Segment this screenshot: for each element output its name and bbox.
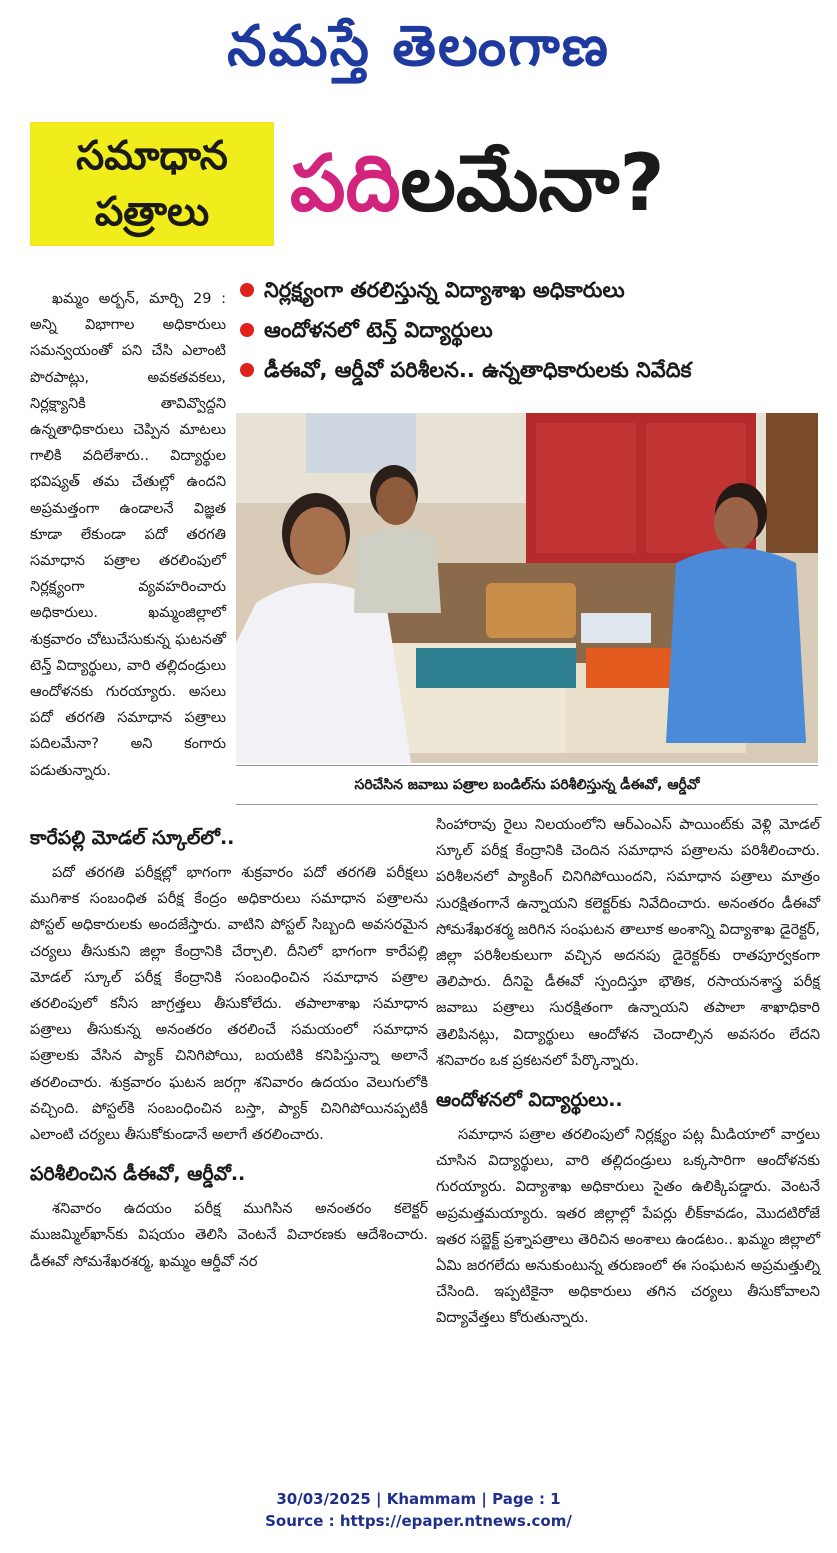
footer-dateline: 30/03/2025 | Khammam | Page : 1	[276, 1490, 561, 1508]
section-body-karepalli: పదో తరగతి పరీక్షల్లో భాగంగా శుక్రవారం పదో తరగతి పరీక్షలు ముగిశాక సంబంధిత పరీక్ష కేంద్రం అధికారులు సమాధాన పత్రాలను పోస్టల్ అధికారులకు అందజేస్తారు. వాటిని పోస్టల్ సిబ్బంది అవసరమైన చర్యలు తీసుకుని జిల్లా కేంద్రానికి చేర్చాలి. దీనిలో భాగంగా కారేపల్లి మోడల్ స్కూల్ పరీక్ష కేంద్రానికి సంబంధించిన సమాధాన పత్రాల తరలింపులో కనీస జాగ్రత్తలు తీసుకోలేదు. తపాలాశాఖ సమాధాన పత్రాలు తీసుకున్న అనంతరం తరలించే సమయంలో సమాధాన పత్రాలకు వేసిన ప్యాక్ చినిగిపోయి, బయటికి కనిపిస్తున్నా అలానే తరలించారు. శుక్రవారం ఘటన జరగ్గా శనివారం ఉదయం వెలుగులోకి వచ్చింది. పోస్టల్‌కి సంబంధించిన బస్తా, ప్యాక్ చినిగిపోయినప్పటికీ ఎలాంటి చర్యలు తీసుకోకుండానే అలాగే తరలించారు.	[30, 865, 428, 1144]
footer-source: Source : https://epaper.ntnews.com/	[265, 1512, 572, 1530]
bullet-dot-icon	[240, 363, 254, 377]
bullet-item	[238, 270, 828, 310]
section-body-inspection-continued: సింహారావు రైలు నిలయంలోని ఆర్ఎంఎస్ పాయింట్‌కు వెళ్లి మోడల్ స్కూల్ పరీక్ష కేంద్రానికి చెందిన సమాధాన పత్రాలను పరిశీలించారు. పరిశీలనలో ప్యాకింగ్ చినిగిపోయిందని, సమాధాన పత్రాలు మాత్రం సురక్షితంగానే ఉన్నాయని కలెక్టర్‌కు నివేదించారు. అనంతరం డీఈవో సోమశేఖరశర్మ జరిగిన సంఘటన తాలూక అంశాన్ని విద్యాశాఖ డైరెక్టర్, జిల్లా పరిశీలకులుగా వచ్చిన అదనపు డైరెక్టర్‌కు రాతపూర్వకంగా తెలిపారు. దీనిపై డీఈవో స్పందిస్తూ భౌతిక, రసాయనశాస్త్ర పరీక్ష జవాబు పత్రాలు సురక్షితంగా ఉన్నాయని తపాలా శాఖాధికారి తెలిపినట్లు, విద్యార్థులు ఆందోళన చెందాల్సిన అవసరం లేదని శనివారం ఒక ప్రకటనలో పేర్కొన్నారు.	[436, 817, 820, 1069]
section-heading-karepalli: కారేపల్లి మోడల్ స్కూల్‌లో..	[30, 827, 235, 849]
bullet-dot-icon	[240, 283, 254, 297]
bullet-list	[238, 270, 828, 390]
news-photo	[236, 413, 818, 763]
section-body-students: సమాధాన పత్రాల తరలింపులో నిర్లక్ష్యం పట్ల మీడియాలో వార్తలు చూసిన విద్యార్థులు, వారి తల్లిదండ్రులు ఒక్కసారిగా ఆందోళనకు గురయ్యారు. విద్యాశాఖ అధికారులు సైతం ఉలిక్కిపడ్డారు. వెంటనే అప్రమత్తమయ్యారు. ఇతర జిల్లాల్లో పేపర్లు లీక్‌కావడం, మొదటిరోజే ఇతర సబ్జెక్ట్ ప్రశ్నాపత్రాలు తెరిచిన అంశాలు ఉండటం.. ఖమ్మం జిల్లాలో ఏమి జరగలేదు అనుకుంటున్న తరుణంలో ఈ సంఘటన అప్రమత్తుల్ని చేసింది. ఇప్పటికైనా అధికారులు తగిన చర్యలు తీసుకోవాలని విద్యావేత్తలు కోరుతున్నారు.	[436, 1127, 821, 1327]
section-body-inspection: శనివారం ఉదయం పరీక్ష ముగిసిన అనంతరం కలెక్టర్ ముజమ్మిల్‌ఖాన్‌కు విషయం తెలిసి వెంటనే విచారణకు ఆదేశించారు. డీఈవో సోమశేఖరశర్మ, ఖమ్మం ఆర్డీవో నర	[30, 1201, 428, 1270]
intro-column	[30, 286, 226, 784]
masthead: నమస్తే తెలంగాణ	[227, 13, 610, 79]
headline	[290, 122, 665, 246]
bullet-item	[238, 310, 828, 350]
bullet-dot-icon	[240, 323, 254, 337]
kicker-label: సమాధాన పత్రాలు	[30, 122, 274, 246]
section-heading-inspection: పరిశీలించిన డీఈవో, ఆర్డీవో..	[30, 1163, 246, 1186]
photo-caption: సరిచేసిన జవాబు పత్రాల బండిల్‌ను పరిశీలిస్తున్న డీఈవో, ఆర్డీవో	[236, 765, 818, 805]
bullet-text: ఆందోళనలో టెన్త్ విద్యార్థులు	[264, 318, 493, 342]
section-heading-students: ఆందోళనలో విద్యార్థులు..	[436, 1089, 623, 1112]
left-column	[30, 812, 428, 1275]
bullet-item	[238, 350, 828, 390]
headline-accent: పది	[290, 139, 401, 229]
photo-illustration	[236, 413, 818, 763]
bullet-text: డీఈవో, ఆర్డీవో పరిశీలన.. ఉన్నతాధికారులకు నివేదిక	[264, 358, 692, 382]
bullet-text: నిర్లక్ష్యంగా తరలిస్తున్న విద్యాశాఖ అధికారులు	[264, 278, 625, 302]
intro-text: ఖమ్మం అర్బన్, మార్చి 29 : అన్ని విభాగాల అధికారులు సమన్వయంతో పని చేసి ఎలాంటి పొరపాట్లు, అవకతవకలు, నిర్లక్ష్యానికి తావివ్వొద్దని ఉన్నతాధికారులు చెప్పిన మాటలు గాలికి వదిలేశారు.. విద్యార్థుల భవిష్యత్ తమ చేతుల్లో ఉందని అప్రమత్తంగా ఉండాలనే విజ్ఞత కూడా లేకుండా పదో తరగతి సమాధాన పత్రాల తరలింపులో నిర్లక్ష్యంగా వ్యవహరించారు అధికారులు. ఖమ్మంజిల్లాలో శుక్రవారం చోటుచేసుకున్న ఘటనతో టెన్త్ విద్యార్థులు, వారి తల్లిదండ్రులు ఆందోళనకు గురయ్యారు. అసలు పదో తరగతి సమాధాన పత్రాలు పదిలమేనా? అని కంగారు పడుతున్నారు.	[30, 291, 226, 779]
right-column	[436, 812, 820, 1332]
headline-rest: లమేనా?	[400, 139, 665, 229]
